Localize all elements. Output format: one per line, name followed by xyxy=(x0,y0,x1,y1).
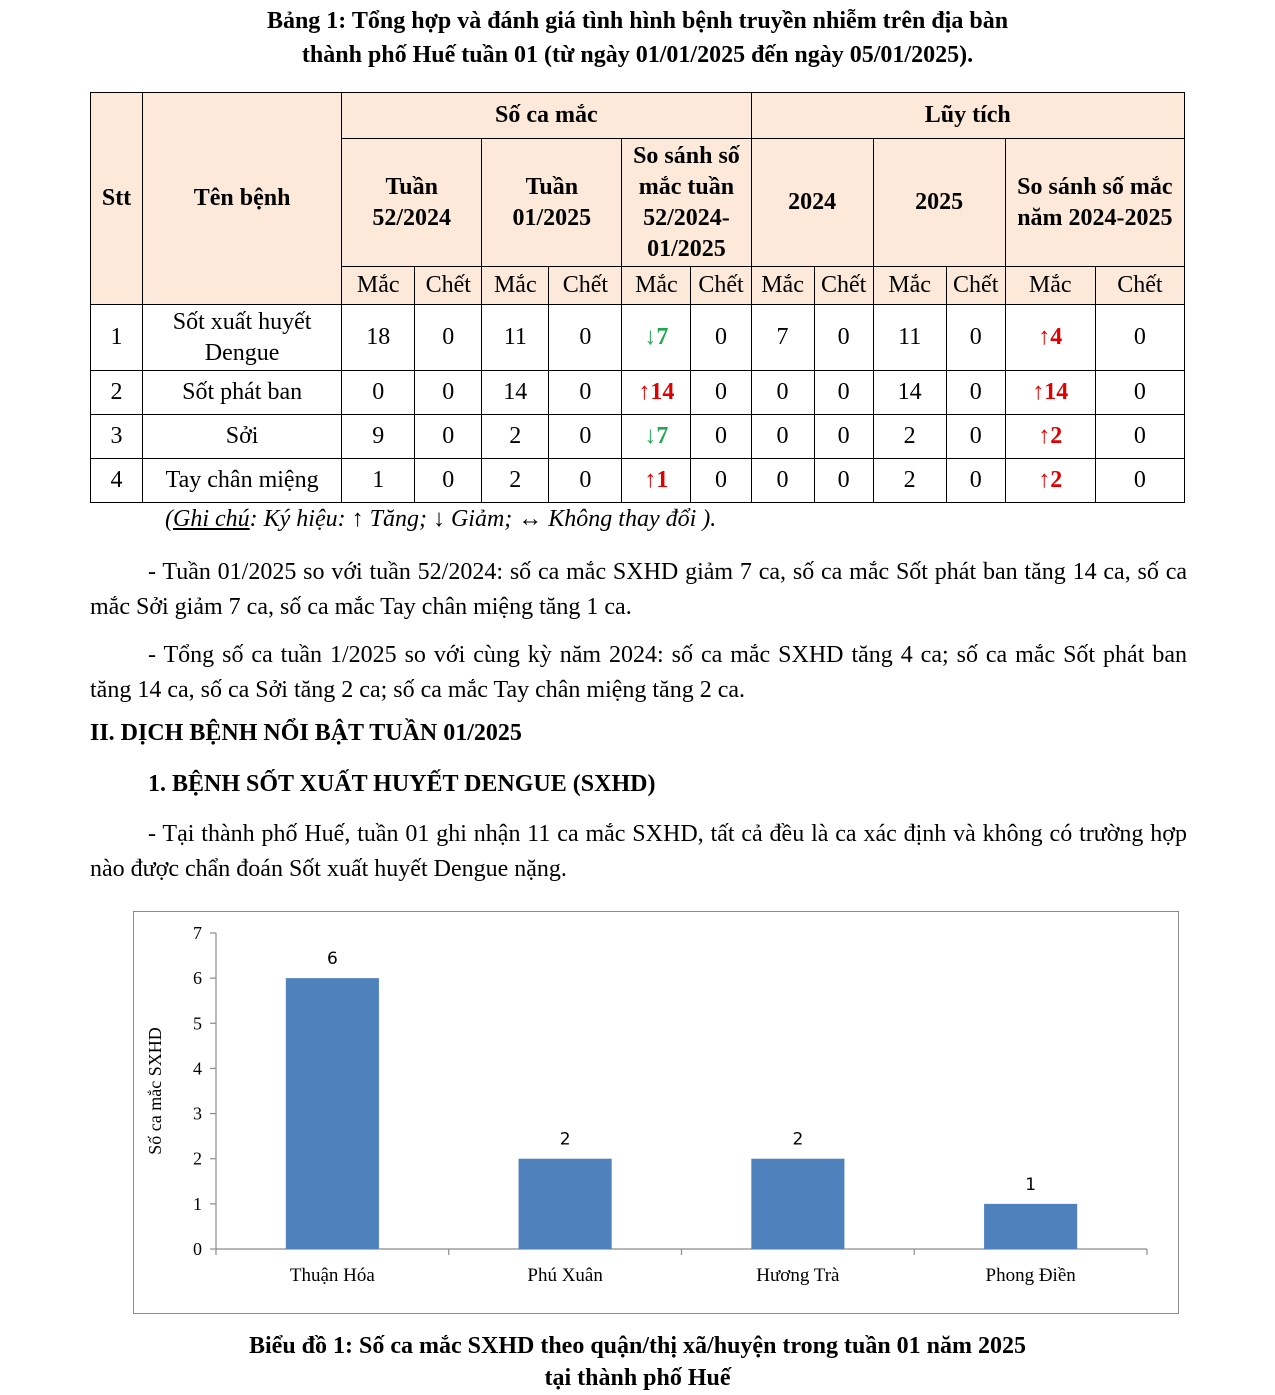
y-tick-label: 4 xyxy=(193,1058,202,1079)
disease-summary-table xyxy=(90,92,1185,503)
bar-2 xyxy=(519,1159,612,1249)
x-category-label: Hương Trà xyxy=(756,1265,840,1286)
subheader-week52-mac: Mắc xyxy=(342,267,415,305)
chart-caption-line-1: Biểu đồ 1: Số ca mắc SXHD theo quận/thị xã/huyện trong tuần 01 năm 2025 xyxy=(249,1333,1026,1359)
cell-year-compare-cases: ↑2 xyxy=(1005,459,1095,503)
x-category-label: Phong Điền xyxy=(985,1265,1076,1286)
cell-2024-cases: 0 xyxy=(751,415,814,459)
cell-disease-name: Sốt xuất huyết Dengue xyxy=(143,305,342,371)
table-row xyxy=(91,371,1185,415)
cell-stt: 3 xyxy=(91,415,143,459)
cell-week52-deaths: 0 xyxy=(415,459,482,503)
bar-value-label: 2 xyxy=(559,1129,571,1150)
cell-week-compare-deaths: 0 xyxy=(691,371,751,415)
bar-value-label: 6 xyxy=(326,949,338,970)
cell-week01-deaths: 0 xyxy=(549,305,622,371)
cell-2024-deaths: 0 xyxy=(814,305,873,371)
cell-week52-cases: 18 xyxy=(342,305,415,371)
cell-year-compare-cases: ↑2 xyxy=(1005,415,1095,459)
cell-2025-cases: 11 xyxy=(873,305,946,371)
cell-2025-deaths: 0 xyxy=(946,415,1005,459)
header-week-comparison: So sánh số mắc tuần 52/2024-01/2025 xyxy=(622,139,751,267)
cell-stt: 1 xyxy=(91,305,143,371)
cell-week52-deaths: 0 xyxy=(415,371,482,415)
cell-stt: 2 xyxy=(91,371,143,415)
header-year-2024: 2024 xyxy=(751,139,873,267)
note-label: Ghi chú xyxy=(173,506,250,532)
bar-value-label: 1 xyxy=(1025,1174,1037,1195)
table-row xyxy=(91,415,1185,459)
y-tick-label: 1 xyxy=(193,1193,202,1214)
cell-2025-deaths: 0 xyxy=(946,459,1005,503)
cell-year-compare-cases: ↑14 xyxy=(1005,371,1095,415)
subheader-weekcmp-chet: Chết xyxy=(691,267,751,305)
subheader-y2024-chet: Chết xyxy=(814,267,873,305)
cell-2025-cases: 2 xyxy=(873,415,946,459)
subheader-weekcmp-mac: Mắc xyxy=(622,267,691,305)
table-row xyxy=(91,305,1185,371)
cell-week-compare-cases: ↑1 xyxy=(622,459,691,503)
y-tick-label: 7 xyxy=(193,923,202,943)
cell-stt: 4 xyxy=(91,459,143,503)
cell-week-compare-cases: ↓7 xyxy=(622,415,691,459)
subheader-yearcmp-chet: Chết xyxy=(1095,267,1184,305)
cell-week01-cases: 2 xyxy=(482,459,549,503)
cell-disease-name: Sốt phát ban xyxy=(143,371,342,415)
cell-week-compare-deaths: 0 xyxy=(691,415,751,459)
cell-week01-cases: 2 xyxy=(482,415,549,459)
y-tick-label: 0 xyxy=(193,1239,202,1259)
cell-2024-cases: 0 xyxy=(751,371,814,415)
subheader-y2025-mac: Mắc xyxy=(873,267,946,305)
cell-2025-cases: 14 xyxy=(873,371,946,415)
y-tick-label: 2 xyxy=(193,1148,202,1169)
cell-2024-deaths: 0 xyxy=(814,371,873,415)
cell-week-compare-deaths: 0 xyxy=(691,459,751,503)
table-title xyxy=(0,4,1275,72)
note-open: ( xyxy=(165,506,173,532)
cell-week01-deaths: 0 xyxy=(549,415,622,459)
paragraph-dengue: - Tại thành phố Huế, tuần 01 ghi nhận 11 ca mắc SXHD, tất cả đều là ca xác định và không có trường hợp nào được chẩn đoán Sốt xuất huyết Dengue nặng. xyxy=(90,821,1187,882)
subheader-y2025-chet: Chết xyxy=(946,267,1005,305)
y-axis-title: Số ca mắc SXHD xyxy=(145,1027,165,1155)
dengue-bar-chart xyxy=(134,912,1178,1313)
cell-week52-deaths: 0 xyxy=(415,415,482,459)
cell-disease-name: Tay chân miệng xyxy=(143,459,342,503)
table-title-line-2: thành phố Huế tuần 01 (từ ngày 01/01/2025 đến ngày 05/01/2025). xyxy=(301,42,974,68)
header-disease-name: Tên bệnh xyxy=(143,93,342,305)
cell-week01-cases: 11 xyxy=(482,305,549,371)
paragraph-year-comparison: - Tổng số ca tuần 1/2025 so với cùng kỳ năm 2024: số ca mắc SXHD tăng 4 ca; số ca mắc Sốt phát ban tăng 14 ca, số ca Sởi tăng 2 ca; số ca mắc Tay chân miệng tăng 2 ca. xyxy=(90,642,1187,703)
subheader-y2024-mac: Mắc xyxy=(751,267,814,305)
section-heading-1: 1. BỆNH SỐT XUẤT HUYẾT DENGUE (SXHD) xyxy=(148,771,656,797)
bar-3 xyxy=(751,1159,844,1249)
x-category-label: Thuận Hóa xyxy=(289,1265,375,1286)
cell-week52-cases: 0 xyxy=(342,371,415,415)
subheader-yearcmp-mac: Mắc xyxy=(1005,267,1095,305)
table-title-line-1: Bảng 1: Tổng hợp và đánh giá tình hình bệnh truyền nhiễm trên địa bàn xyxy=(266,8,1009,34)
header-week-52-2024: Tuần 52/2024 xyxy=(342,139,482,267)
cell-week52-cases: 1 xyxy=(342,459,415,503)
cell-year-compare-deaths: 0 xyxy=(1095,371,1184,415)
table-note xyxy=(165,506,716,533)
x-category-label: Phú Xuân xyxy=(527,1265,603,1286)
cell-2024-deaths: 0 xyxy=(814,415,873,459)
cell-2025-deaths: 0 xyxy=(946,371,1005,415)
cell-week-compare-deaths: 0 xyxy=(691,305,751,371)
subheader-week01-chet: Chết xyxy=(549,267,622,305)
chart-container xyxy=(133,911,1179,1314)
header-stt: Stt xyxy=(91,93,143,305)
chart-caption xyxy=(0,1330,1275,1394)
header-week-01-2025: Tuần 01/2025 xyxy=(482,139,622,267)
bar-1 xyxy=(286,978,379,1249)
y-tick-label: 5 xyxy=(193,1013,202,1034)
chart-caption-line-2: tại thành phố Huế xyxy=(544,1365,731,1391)
cell-year-compare-deaths: 0 xyxy=(1095,459,1184,503)
subheader-week52-chet: Chết xyxy=(415,267,482,305)
cell-2024-cases: 7 xyxy=(751,305,814,371)
cell-week-compare-cases: ↓7 xyxy=(622,305,691,371)
cell-year-compare-deaths: 0 xyxy=(1095,305,1184,371)
bar-4 xyxy=(984,1204,1077,1249)
cell-year-compare-deaths: 0 xyxy=(1095,415,1184,459)
table-body xyxy=(91,305,1185,503)
cell-week01-cases: 14 xyxy=(482,371,549,415)
section-heading-ii: II. DỊCH BỆNH NỔI BẬT TUẦN 01/2025 xyxy=(90,720,522,746)
cell-week-compare-cases: ↑14 xyxy=(622,371,691,415)
y-tick-label: 3 xyxy=(193,1103,202,1124)
bar-value-label: 2 xyxy=(792,1129,804,1150)
header-cumulative: Lũy tích xyxy=(751,93,1184,139)
cell-week01-deaths: 0 xyxy=(549,459,622,503)
cell-2025-deaths: 0 xyxy=(946,305,1005,371)
cell-week01-deaths: 0 xyxy=(549,371,622,415)
header-year-2025: 2025 xyxy=(873,139,1005,267)
subheader-week01-mac: Mắc xyxy=(482,267,549,305)
header-cases: Số ca mắc xyxy=(342,93,751,139)
cell-2025-cases: 2 xyxy=(873,459,946,503)
cell-2024-deaths: 0 xyxy=(814,459,873,503)
cell-week52-deaths: 0 xyxy=(415,305,482,371)
cell-year-compare-cases: ↑4 xyxy=(1005,305,1095,371)
y-tick-label: 6 xyxy=(193,968,202,989)
note-text: : Ký hiệu: ↑ Tăng; ↓ Giảm; ↔ Không thay đổi ). xyxy=(249,506,717,532)
cell-2024-cases: 0 xyxy=(751,459,814,503)
header-year-comparison: So sánh số mắc năm 2024-2025 xyxy=(1005,139,1184,267)
paragraph-week-comparison: - Tuần 01/2025 so với tuần 52/2024: số ca mắc SXHD giảm 7 ca, số ca mắc Sốt phát ban tăng 14 ca, số ca mắc Sởi giảm 7 ca, số ca mắc Tay chân miệng tăng 1 ca. xyxy=(90,559,1187,620)
cell-week52-cases: 9 xyxy=(342,415,415,459)
cell-disease-name: Sởi xyxy=(143,415,342,459)
table-row xyxy=(91,459,1185,503)
